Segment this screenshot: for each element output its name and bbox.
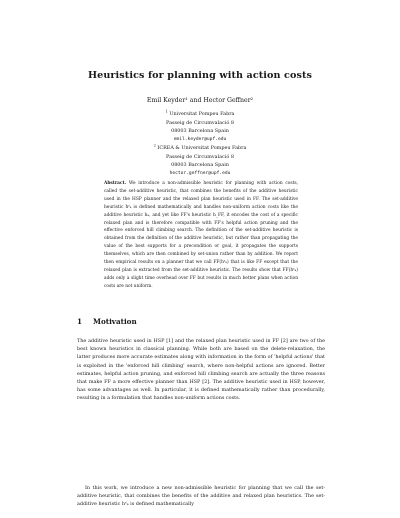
affiliation-line: 08003 Barcelona Spain — [171, 162, 229, 168]
abstract-text: We introduce a non-admissible heuristic for planning with action costs, called the set-additive heuristic, that combines the benefits of the additive heuristic used in the HSP planner and the relaxed plan heuristic used in FF. The set-additive heuristic hˢₐ is defined mathematically and handles non-uniform action costs like the additive heuristic hₐ, and yet like FF's heuristic h_FF, it encodes the cost of a specific relaxed plan and is therefore compatible with FF's helpful action pruning and the effective enforced hill climbing search. The definition of the set-additive heuristic is obtained from the definition of the additive heuristic, but rather than propagating the value of the best supports for a precondition or goal, it propagates the supports themselves, which are then combined by set-union rather than by addition. We report then empirical results on a planner that we call FF(hˢₐ) that is like FF except that the relaxed plan is extracted from the set-additive heuristic. The results show that FF(hˢₐ) adds only a slight time overhead over FF but results in much better plans when action costs are not uniform. — [104, 181, 298, 289]
affiliation-line: ICREA & Universitat Pompeu Fabra — [157, 145, 247, 151]
affiliation-line: 08003 Barcelona Spain — [171, 128, 229, 134]
affiliation-mark: 1 — [165, 109, 168, 114]
body-paragraph-1: The additive heuristic used in HSP [1] and the relaxed plan heuristic used in FF [2] are two of the best known heuristics in classical planning. While both are based on the delete-relaxation, the latter produces more accurate estimates along with information in the form of 'helpful actions' that is exploited in the 'enforced hill climbing' search, where non-helpful actions are ignored. Better estimates, helpful action pruning, and enforced hill climbing search are actually the three reasons that make FF a more effective planner than HSP [2]. The additive heuristic used in HSP, however, has some advantages as well. In particular, it is defined mathematically rather than procedurally, resulting in a formulation that handles non-uniform actions costs. — [77, 338, 325, 402]
affiliation-line: Passeig de Circumvalació 8 — [166, 119, 234, 126]
section-heading — [77, 317, 137, 326]
affiliation-2 — [0, 144, 400, 178]
section-title: Motivation — [93, 317, 137, 326]
affiliation-email: hector.geffner@upf.edu — [169, 170, 231, 176]
affiliation-line: Passeig de Circumvalació 8 — [166, 153, 234, 160]
paper-authors: Emil Keyder¹ and Hector Geffner² — [146, 97, 254, 104]
affiliation-1 — [0, 110, 400, 144]
abstract-label: Abstract. — [104, 181, 127, 186]
paper-title: Heuristics for planning with action costs — [87, 70, 313, 81]
section-number: 1 — [77, 317, 83, 326]
affiliation-line: Universitat Pompeu Fabra — [169, 111, 235, 117]
body-paragraph-2: In this work, we introduce a new non-admissible heuristic for planning that we call the set-additive heuristic, that combines the benefits of the additive and relaxed plan heuristics. The set-additive heuristic hˢₐ is defined mathematically — [77, 485, 325, 508]
abstract — [104, 180, 298, 291]
affiliation-email: emil.keyder@upf.edu — [173, 136, 227, 142]
affiliation-mark: 2 — [153, 143, 156, 148]
